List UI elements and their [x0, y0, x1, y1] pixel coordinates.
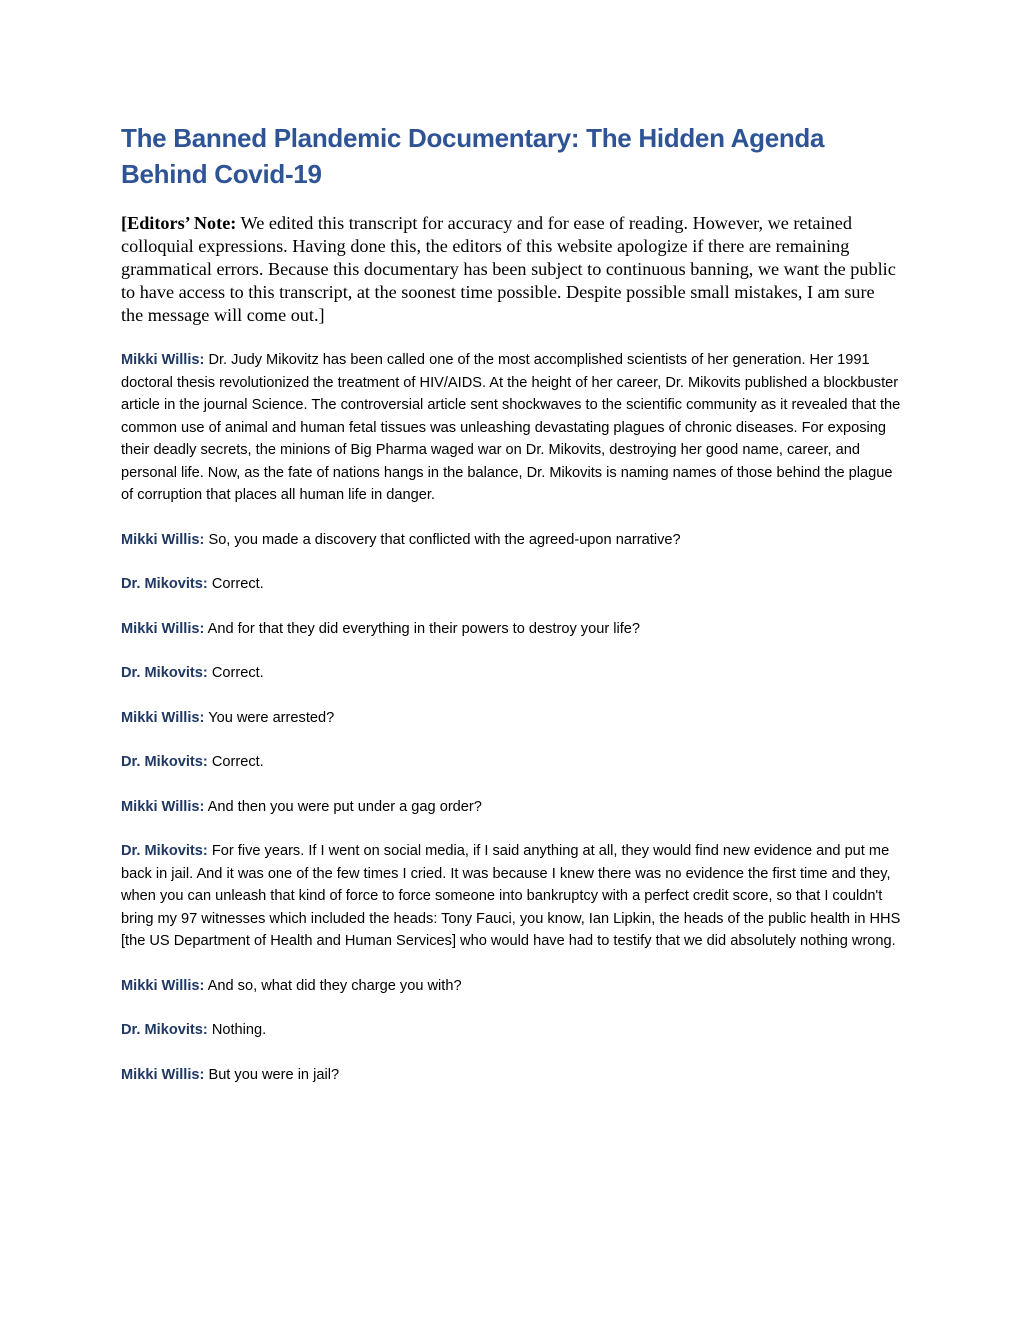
spoken-text: Nothing.: [207, 1022, 267, 1038]
transcript-paragraph: [121, 840, 901, 953]
speaker-label: Dr. Mikovits:: [121, 576, 208, 592]
transcript-paragraph: [121, 618, 901, 641]
transcript-paragraph: [121, 707, 901, 730]
spoken-text: You were arrested?: [204, 709, 335, 726]
spoken-text: So, you made a discovery that conflicted with the agreed-upon narrative?: [204, 531, 681, 548]
speaker-label: Mikki Willis:: [121, 620, 205, 637]
spoken-text: And then you were put under a gag order?: [204, 798, 482, 815]
spoken-text: For five years. If I went on social media, if I said anything at all, they would find new evidence and put me back in jail. And it was one of the few times I cried. It was because I knew there was no evidence the first time and they, when you can unleash that kind of force to force someone into bankruptcy with a perfect credit score, so that I couldn't bring my 97 witnesses which included the heads: Tony Fauci, you know, Ian Lipkin, the heads of the public health in HHS [the US Department of Health and Human Services] who would have had to testify that we did absolutely nothing wrong.: [121, 843, 901, 949]
transcript-paragraph: [121, 349, 901, 507]
transcript-paragraph: [121, 529, 901, 552]
transcript-paragraph: [121, 975, 901, 998]
document-title: The Banned Plandemic Documentary: The Hidden Agenda Behind Covid-19: [121, 123, 825, 189]
spoken-text: Correct.: [207, 665, 264, 681]
spoken-text: Dr. Judy Mikovitz has been called one of the most accomplished scientists of her generation. Her 1991 doctoral thesis revolutionized the treatment of HIV/AIDS. At the height of her career, Dr. Mikovits published a blockbuster article in the journal Science. The controversial article sent shockwaves to the scientific community as it revealed that the common use of animal and human fetal tissues was unleashing devastating plagues of chronic diseases. For exposing their deadly secrets, the minions of Big Pharma waged war on Dr. Mikovits, destroying her good name, career, and personal life. Now, as the fate of nations hangs in the balance, Dr. Mikovits is naming names of those behind the plague of corruption that places all human life in danger.: [121, 352, 901, 503]
document-page: [121, 120, 901, 1108]
spoken-text: Correct.: [207, 754, 264, 770]
speaker-label: Dr. Mikovits:: [121, 754, 208, 770]
speaker-label: Mikki Willis:: [121, 709, 205, 726]
editors-note-open-bracket: [: [121, 213, 128, 233]
speaker-label: Mikki Willis:: [121, 531, 205, 548]
speaker-label: Mikki Willis:: [121, 1066, 205, 1083]
speaker-label: Dr. Mikovits:: [121, 1022, 208, 1038]
transcript-paragraph: [121, 573, 901, 596]
speaker-label: Dr. Mikovits:: [121, 843, 208, 859]
transcript-paragraph: [121, 662, 901, 685]
speaker-label: Mikki Willis:: [121, 798, 205, 815]
transcript-paragraph: [121, 1064, 901, 1087]
transcript-paragraph: [121, 796, 901, 819]
spoken-text: Correct.: [207, 576, 264, 592]
transcript-paragraph: [121, 1019, 901, 1042]
spoken-text: And for that they did everything in their powers to destroy your life?: [204, 620, 641, 637]
spoken-text: But you were in jail?: [204, 1066, 340, 1083]
spoken-text: And so, what did they charge you with?: [204, 977, 462, 994]
editors-note: [121, 212, 901, 327]
editors-note-label: Editors’ Note:: [127, 213, 237, 233]
speaker-label: Dr. Mikovits:: [121, 665, 208, 681]
speaker-label: Mikki Willis:: [121, 352, 205, 368]
speaker-label: Mikki Willis:: [121, 977, 205, 994]
editors-note-text: We edited this transcript for accuracy and for ease of reading. However, we retained colloquial expressions. Having done this, the editors of this website apologize if there are remaining grammatical errors. Because this documentary has been subject to continuous banning, we want the public to have access to this transcript, at the soonest time possible. Despite possible small mistakes, I am sure the message will come out.]: [121, 213, 896, 325]
transcript-paragraph: [121, 751, 901, 774]
